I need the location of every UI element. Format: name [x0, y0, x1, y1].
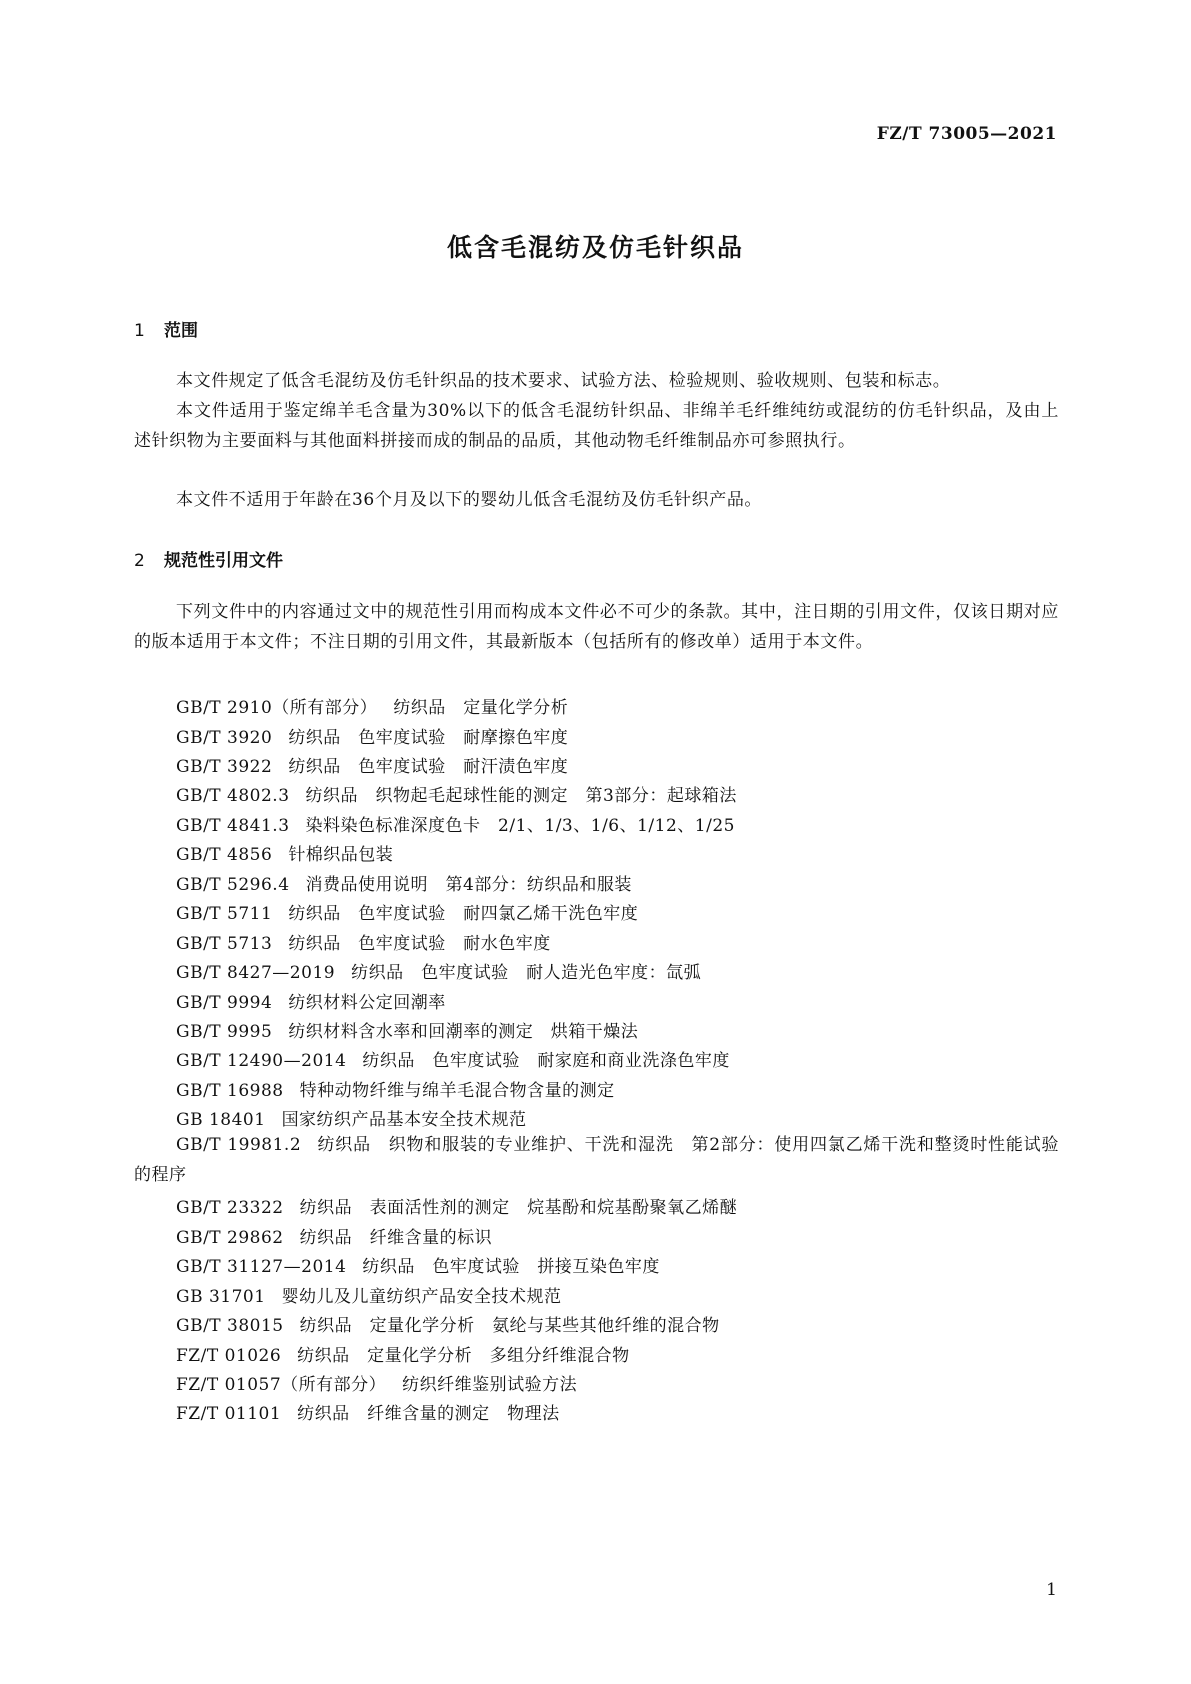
reference-item: GB/T 29862 纺织品 纤维含量的标识: [176, 1228, 493, 1248]
paragraph: 本文件适用于鉴定绵羊毛含量为30%以下的低含毛混纺针织品、非绵羊毛纤维纯纺或混纺的仿毛针织品，及由上述针织物为主要面料与其他面料拼接而成的制品的品质，其他动物毛纤维制品亦可参照执行。: [134, 401, 1059, 451]
section-title: 规范性引用文件: [164, 551, 283, 571]
standard-number: FZ/T 73005—2021: [876, 124, 1057, 144]
paragraph: 本文件规定了低含毛混纺及仿毛针织品的技术要求、试验方法、检验规则、验收规则、包装和标志。: [176, 371, 951, 391]
reference-item: GB/T 38015 纺织品 定量化学分析 氨纶与某些其他纤维的混合物: [176, 1316, 720, 1336]
section-2-heading: [134, 546, 283, 571]
reference-item: GB/T 9995 纺织材料含水率和回潮率的测定 烘箱干燥法: [176, 1022, 639, 1042]
reference-item: GB/T 4856 针棉织品包装: [176, 845, 394, 865]
reference-item: FZ/T 01101 纺织品 纤维含量的测定 物理法: [176, 1404, 560, 1424]
document-title: 低含毛混纺及仿毛针织品: [446, 233, 744, 262]
reference-item: GB/T 2910（所有部分） 纺织品 定量化学分析: [176, 698, 569, 718]
reference-item: GB/T 4802.3 纺织品 织物起毛起球性能的测定 第3部分：起球箱法: [176, 786, 737, 806]
section-number: 1: [134, 321, 145, 341]
reference-item: GB/T 16988 特种动物纤维与绵羊毛混合物含量的测定: [176, 1081, 615, 1101]
reference-item: GB/T 5296.4 消费品使用说明 第4部分：纺织品和服装: [176, 875, 632, 895]
reference-item: FZ/T 01026 纺织品 定量化学分析 多组分纤维混合物: [176, 1346, 630, 1366]
intro-paragraph: 下列文件中的内容通过文中的规范性引用而构成本文件必不可少的条款。其中，注日期的引用文件，仅该日期对应的版本适用于本文件；不注日期的引用文件，其最新版本（包括所有的修改单）适用于本文件。: [134, 602, 1059, 652]
reference-item: GB/T 4841.3 染料染色标准深度色卡 2/1、1/3、1/6、1/12、1/25: [176, 816, 735, 836]
page-number: 1: [1046, 1580, 1057, 1600]
reference-item: GB/T 5713 纺织品 色牢度试验 耐水色牢度: [176, 934, 551, 954]
section-1-heading: [134, 316, 198, 341]
reference-item: GB 18401 国家纺织产品基本安全技术规范: [176, 1110, 527, 1130]
paragraph: 本文件不适用于年龄在36个月及以下的婴幼儿低含毛混纺及仿毛针织产品。: [176, 490, 763, 510]
reference-item: GB/T 23322 纺织品 表面活性剂的测定 烷基酚和烷基酚聚氧乙烯醚: [176, 1198, 738, 1218]
reference-item: GB/T 8427—2019 纺织品 色牢度试验 耐人造光色牢度：氙弧: [176, 963, 702, 983]
reference-item: GB/T 5711 纺织品 色牢度试验 耐四氯乙烯干洗色牢度: [176, 904, 639, 924]
reference-item: GB/T 9994 纺织材料公定回潮率: [176, 993, 446, 1013]
reference-item: GB/T 3922 纺织品 色牢度试验 耐汗渍色牢度: [176, 757, 569, 777]
reference-item: GB/T 31127—2014 纺织品 色牢度试验 拼接互染色牢度: [176, 1257, 660, 1277]
reference-item: GB/T 19981.2 纺织品 织物和服装的专业维护、干洗和湿洗 第2部分：使用四氯乙烯干洗和整烫时性能试验的程序: [134, 1135, 1059, 1185]
section-title: 范围: [164, 321, 198, 341]
reference-item: GB/T 12490—2014 纺织品 色牢度试验 耐家庭和商业洗涤色牢度: [176, 1051, 730, 1071]
reference-item: GB 31701 婴幼儿及儿童纺织产品安全技术规范: [176, 1287, 562, 1307]
reference-item: FZ/T 01057（所有部分） 纺织纤维鉴别试验方法: [176, 1375, 578, 1395]
reference-item: GB/T 3920 纺织品 色牢度试验 耐摩擦色牢度: [176, 728, 569, 748]
section-number: 2: [134, 551, 145, 571]
